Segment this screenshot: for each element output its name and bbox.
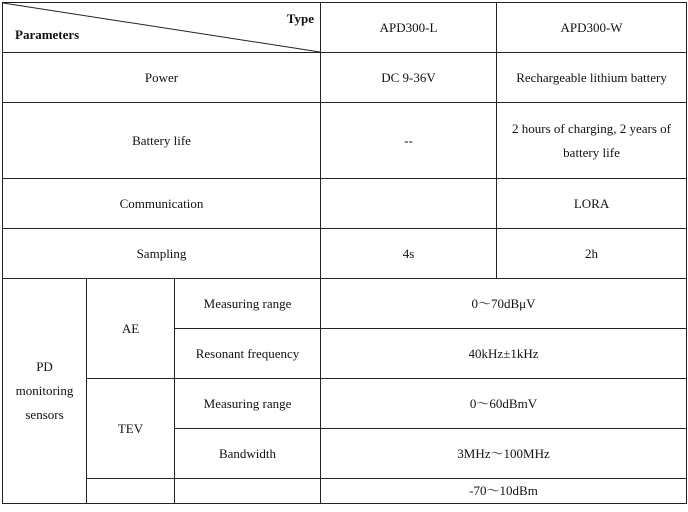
battery-value-w: 2 hours of charging, 2 years of battery life (497, 103, 687, 179)
tev-bandwidth-label: Bandwidth (175, 429, 321, 479)
ae-frequency-label: Resonant frequency (175, 329, 321, 379)
tev-range-label: Measuring range (175, 379, 321, 429)
sampling-value-l: 4s (321, 229, 497, 279)
param-sampling: Sampling (3, 229, 321, 279)
header-parameters-label: Parameters (15, 27, 80, 42)
ae-frequency-value: 40kHz±1kHz (321, 329, 687, 379)
sensor-tev: TEV (87, 379, 175, 479)
param-communication: Communication (3, 179, 321, 229)
table-row-tev-range (3, 379, 687, 429)
sensor-ae: AE (87, 279, 175, 379)
power-value-w: Rechargeable lithium battery (497, 53, 687, 103)
sensor-group-label: PD monitoring sensors (3, 279, 87, 504)
battery-value-l: -- (321, 103, 497, 179)
model-apd300-w: APD300-W (497, 3, 687, 53)
table-row-communication (3, 179, 687, 229)
tev-bandwidth-value: 3MHz～100MHz (321, 429, 687, 479)
header-corner-cell (3, 3, 321, 53)
ae-range-label: Measuring range (175, 279, 321, 329)
param-power: Power (3, 53, 321, 103)
sensor-uhf (87, 479, 175, 504)
power-value-l: DC 9-36V (321, 53, 497, 103)
tev-range-value: 0～60dBmV (321, 379, 687, 429)
communication-value-l (321, 179, 497, 229)
table-row-power (3, 53, 687, 103)
model-apd300-l: APD300-L (321, 3, 497, 53)
table-row-battery (3, 103, 687, 179)
table-row-uhf-range (3, 479, 687, 504)
sampling-value-w: 2h (497, 229, 687, 279)
param-battery-life: Battery life (3, 103, 321, 179)
uhf-range-value: -70～10dBm (321, 479, 687, 504)
table-row-ae-range (3, 279, 687, 329)
ae-range-value: 0～70dBμV (321, 279, 687, 329)
header-type-label: Type (286, 11, 315, 26)
spec-table (2, 2, 687, 504)
communication-value-w: LORA (497, 179, 687, 229)
uhf-range-label (175, 479, 321, 504)
table-row-sampling (3, 229, 687, 279)
